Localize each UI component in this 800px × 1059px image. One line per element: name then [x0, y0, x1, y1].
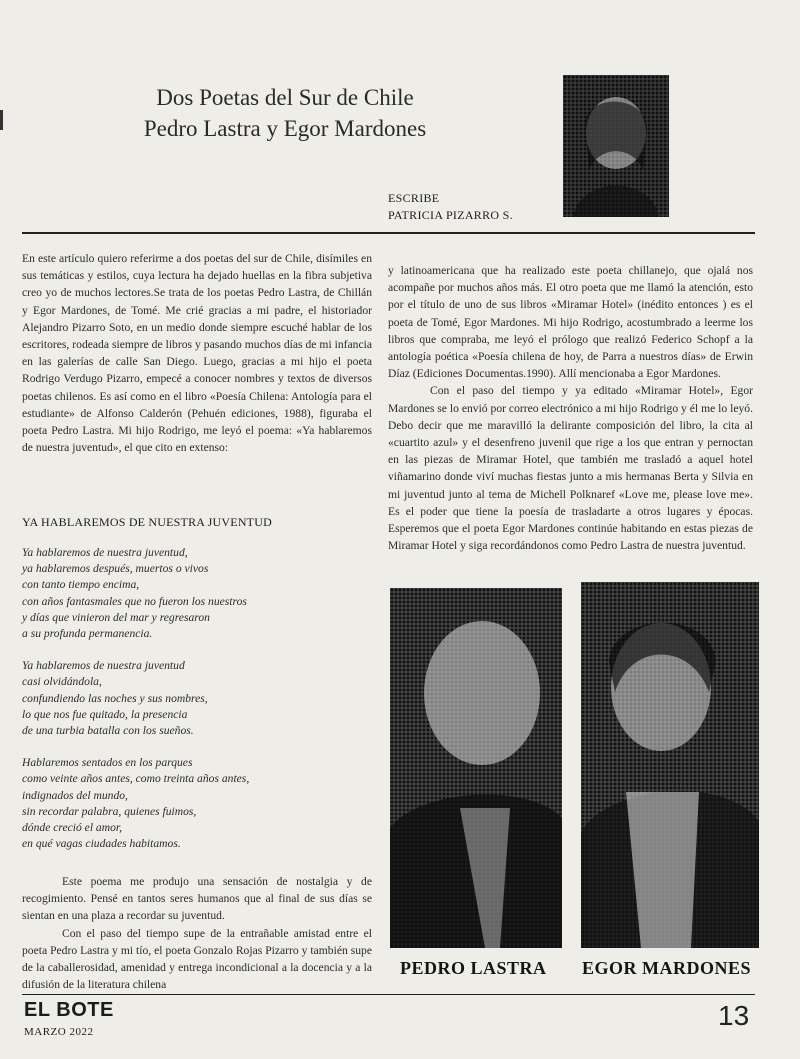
poem-line: como veinte años antes, como treinta años antes, [22, 772, 250, 786]
poem-line: con años fantasmales que no fueron los nuestros [22, 594, 247, 608]
author-portrait-photo [563, 75, 669, 217]
intro-text: En este artículo quiero referirme a dos poetas del sur de Chile, disímiles en sus temáticas y estilos, cuya lectura ha dejado huellas en la fibra subjetiva creo yo de muchos lectores.Se trata de los poetas Pedro Lastra, de Chillán y Egor Mardones, de Tomé. Me crié gracias a mi padre, el historiador Alejandro Pizarro Soto, en un medio donde siempre escuché hablar de los escritores, rodeada siempre de libros y pasando muchos días de mi infancia en las galerías de calle San Diego. Luego, gracias a mi hijo el poeta Rodrigo Verdugo Pizarro, empecé a conocer nombres y textos de diversos poetas chilenos. Es así como en el libro «Poesía Chilena: Antología para el estudiante» de Alfonso Calderón (Pehuén ediciones, 1988), figuraba el poeta Pedro Lastra. Mi hijo Rodrigo, me leyó el poema: «Ya hablaremos de nuestra juventud», el que cito en extenso: [22, 252, 372, 455]
poem-line: en qué vagas ciudades habitamos. [22, 837, 181, 851]
egor-mardones-portrait-shape [581, 582, 759, 948]
egor-mardones-photo [581, 582, 759, 948]
title-line-1: Dos Poetas del Sur de Chile [156, 85, 414, 110]
poem-line: ya hablaremos después, muertos o vivos [22, 562, 209, 576]
poem-line: dónde creció el amor, [22, 821, 123, 835]
poem-line: y días que vinieron del mar y regresaron [22, 610, 210, 624]
poem-stanza-2 [22, 658, 372, 739]
poem-line: casi olvidándola, [22, 675, 102, 689]
margin-mark [0, 110, 3, 130]
poem-line: Ya hablaremos de nuestra juventud [22, 659, 185, 673]
title-line-2: Pedro Lastra y Egor Mardones [143, 116, 427, 141]
nostalgia-paragraph: Este poema me produjo una sensación de nostalgia y de recogimiento. Pensé en tantos seres humanos que al final de sus días se sientan en una plaza a recordar su juventud. [22, 875, 372, 923]
poem-line: lo que nos fue quitado, la presencia [22, 707, 188, 721]
poem-title: YA HABLAREMOS DE NUESTRA JUVENTUD [22, 515, 272, 529]
byline [388, 190, 513, 224]
byline-author: PATRICIA PIZARRO S. [388, 208, 513, 222]
poem-line: de una turbia batalla con los sueños. [22, 724, 194, 738]
header-divider [22, 232, 755, 234]
article-title [120, 82, 450, 144]
byline-label: ESCRIBE [388, 191, 440, 205]
poem-body [22, 545, 372, 868]
magazine-name: EL BOTE [24, 999, 114, 1021]
friendship-paragraph: Con el paso del tiempo supe de la entrañable amistad entre el poeta Pedro Lastra y mi tío, el poeta Gonzalo Rojas Pizarro y también supe de la caballerosidad, amenidad y entrega incondicional a la docencia y a la difusión de la literatura chilena [22, 926, 372, 992]
issue-date: MARZO 2022 [24, 1026, 94, 1038]
poem-line: Ya hablaremos de nuestra juventud, [22, 546, 188, 559]
egor-mardones-caption: EGOR MARDONES [582, 958, 752, 978]
right-paragraph-2: Con el paso del tiempo y ya editado «Miramar Hotel», Egor Mardones se lo envió por correo electrónico a mi hijo Rodrigo y él me lo leyó. Debo decir que me maravilló la delirante composición del libro, la cita al «cuartito azul» y el desenfreno juvenil que rige a los que entran y pernoctan en las piezas de Miramar Hotel, que también me trasladó a aquel hotel viñamarino donde viví muchas fiestas junto a mis hermanas Berta y Silvia en mi juventud junto al tema de Michell Polknaref «Love me, please love me». Es el poder que tiene la poesía de trasladarte a otros lugares y épocas. Esperemos que el poeta Egor Mardones continúe habitando en estas piezas de Miramar Hotel y siga recordándonos como Pedro Lastra de nuestra juventud. [388, 384, 753, 553]
poem-stanza-1 [22, 545, 372, 642]
pedro-lastra-caption: PEDRO LASTRA [400, 958, 547, 978]
right-paragraph-1: y latinoamericana que ha realizado este poeta chillanejo, que ojalá nos acompañe por muchos años más. El otro poeta que me llamó la atención, esto por el título de uno de sus libros «Miramar Hotel» (inédito entonces ) es el poeta de Tomé, Egor Mardones. Mi hijo Rodrigo, acostumbrado a leerme los libros que compraba, me leyó el prólogo que realizó Federico Schopf a la antología poética «Poesía chilena de hoy, de Parra a nuestros días» de Erwin Díaz (Ediciones Documentas.1990). Allí mencionaba a Egor Mardones. [388, 264, 753, 381]
intro-paragraph [22, 250, 372, 456]
poem-line: sin recordar palabra, quienes fuimos, [22, 804, 197, 818]
poem-stanza-3 [22, 755, 372, 852]
page-number: 13 [718, 1000, 750, 1031]
author-portrait-shape [563, 75, 669, 217]
footer-divider [22, 994, 755, 995]
poem-line: indignados del mundo, [22, 788, 128, 802]
pedro-lastra-photo [390, 588, 562, 948]
poem-line: con tanto tiempo encima, [22, 578, 140, 592]
poem-line: a su profunda permanencia. [22, 627, 153, 641]
pedro-lastra-portrait-shape [390, 588, 562, 948]
right-column-text [388, 262, 753, 554]
poem-line: Hablaremos sentados en los parques [22, 756, 193, 770]
closing-paragraphs-left [22, 873, 372, 993]
poem-line: confundiendo las noches y sus nombres, [22, 691, 208, 705]
